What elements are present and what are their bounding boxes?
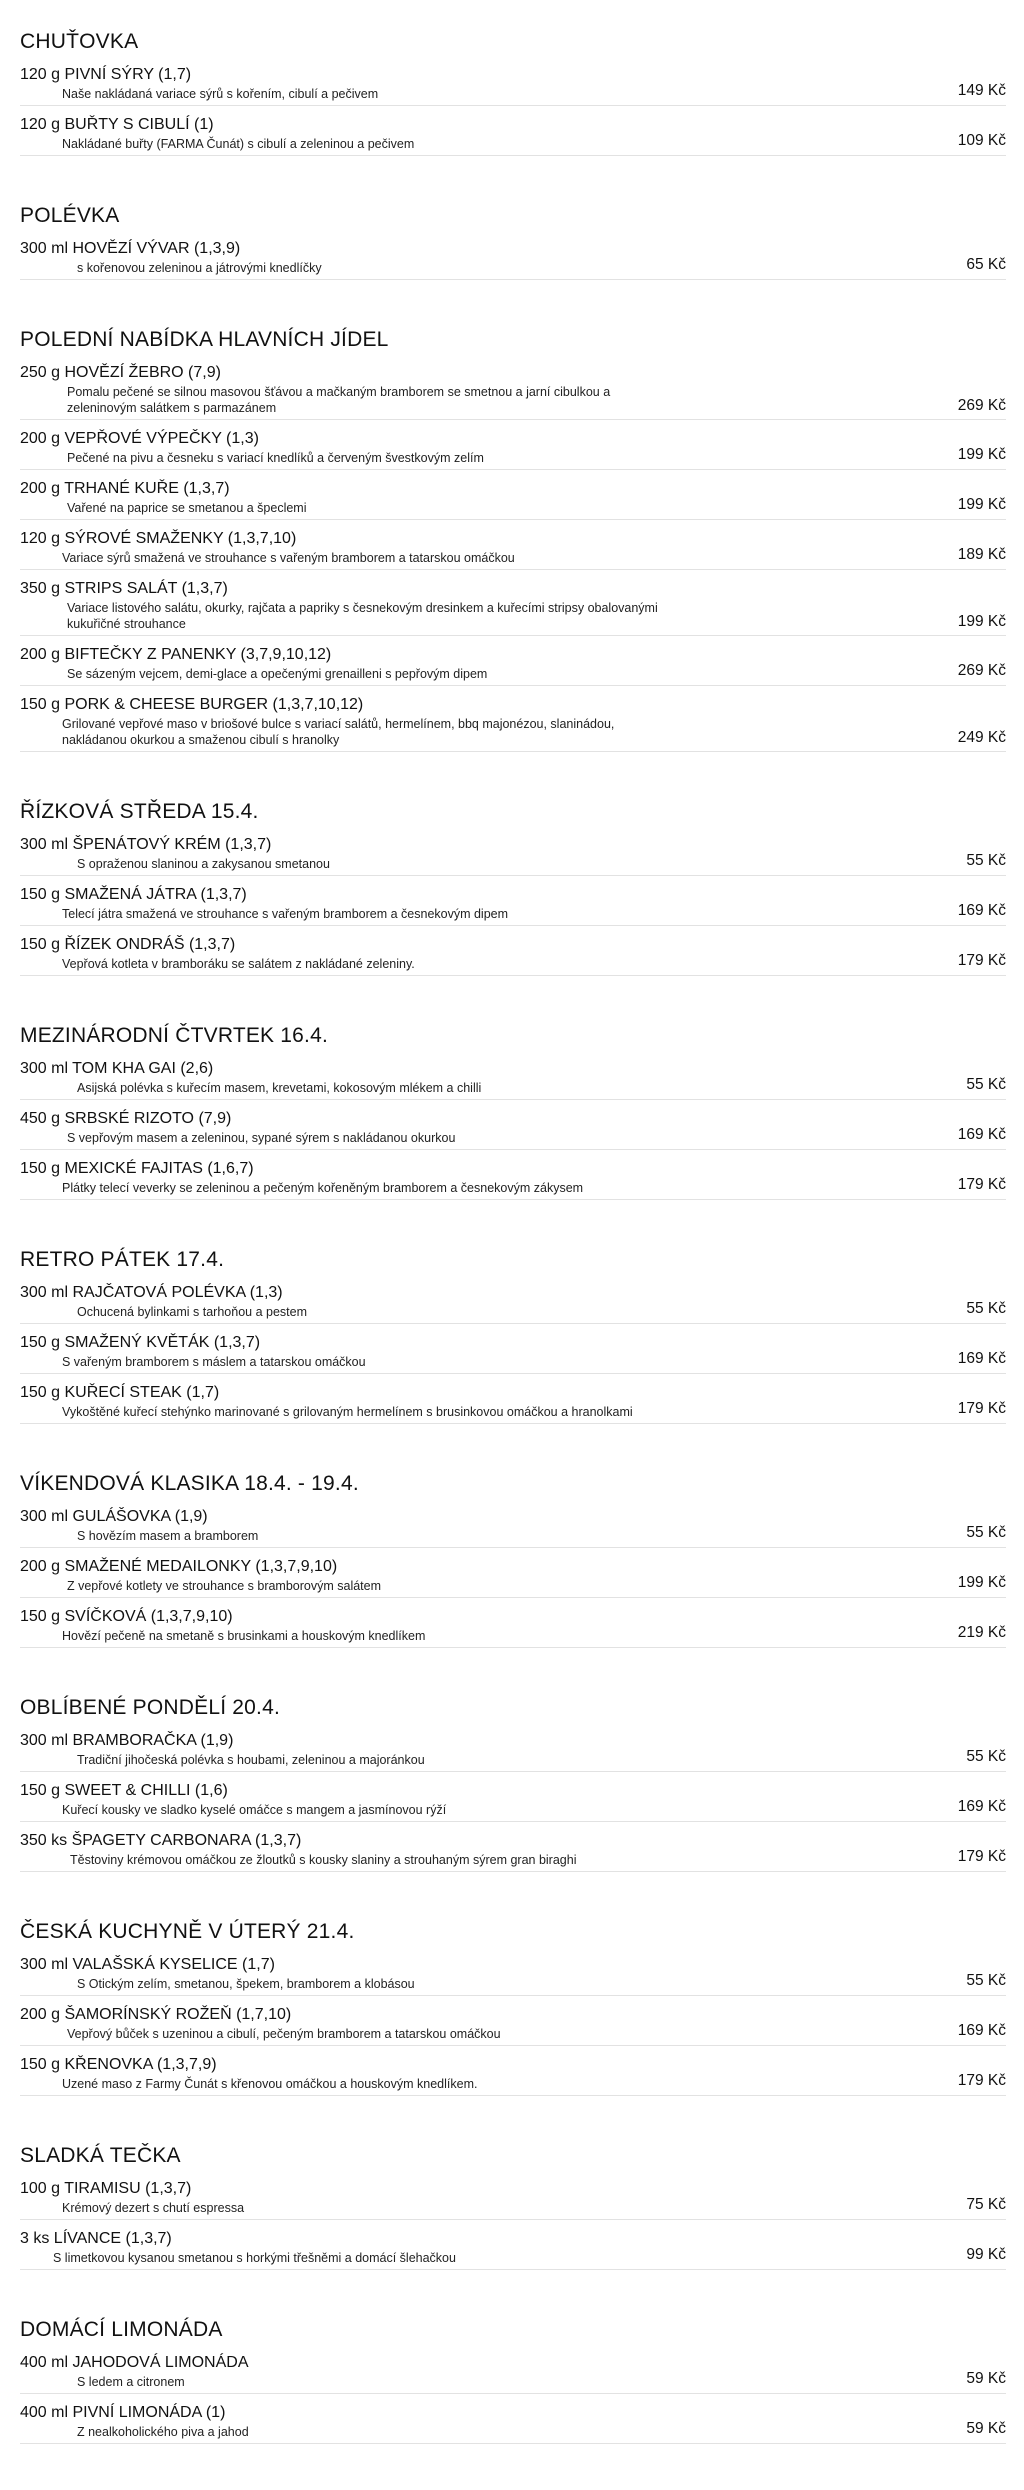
menu-section xyxy=(20,798,1006,976)
item-description: Asijská polévka s kuřecím masem, krevetami, kokosovým mlékem a chilli xyxy=(77,1081,482,1095)
menu-section xyxy=(20,28,1006,156)
item-name: 400 ml JAHODOVÁ LIMONÁDA xyxy=(20,2354,249,2371)
section-title: POLÉVKA xyxy=(20,204,120,227)
menu-section xyxy=(20,2142,1006,2270)
menu-item xyxy=(20,834,1006,876)
item-description: Grilované vepřové maso v briošové bulce s variací salátů, hermelínem, bbq majonézou, slaninádou, nakládanou okurkou a smaženou cibulí s hranolky xyxy=(62,717,615,747)
item-name: 150 g KUŘECÍ STEAK (1,7) xyxy=(20,1384,220,1401)
menu-item xyxy=(20,644,1006,686)
item-price: 55 Kč xyxy=(966,1076,1006,1093)
item-description: S hovězím masem a bramborem xyxy=(77,1529,259,1543)
item-description: Vařené na paprice se smetanou a špeclemi xyxy=(67,501,307,515)
item-name: 150 g SMAŽENÁ JÁTRA (1,3,7) xyxy=(20,886,247,903)
item-price: 149 Kč xyxy=(957,82,1006,99)
item-price: 55 Kč xyxy=(966,852,1006,869)
section-title: ČESKÁ KUCHYNĚ V ÚTERÝ 21.4. xyxy=(20,1920,355,1943)
menu-item xyxy=(20,1830,1006,1872)
menu-item xyxy=(20,2004,1006,2046)
menu-item xyxy=(20,934,1006,976)
item-price: 59 Kč xyxy=(966,2370,1006,2387)
item-name: 250 g HOVĚZÍ ŽEBRO (7,9) xyxy=(20,364,221,381)
menu-item xyxy=(20,1108,1006,1150)
item-description: Z vepřové kotlety ve strouhance s bramborovým salátem xyxy=(67,1579,382,1593)
item-name: 150 g SWEET & CHILLI (1,6) xyxy=(20,1782,228,1799)
item-name: 120 g SÝROVÉ SMAŽENKY (1,3,7,10) xyxy=(20,530,297,547)
item-name: 150 g SVÍČKOVÁ (1,3,7,9,10) xyxy=(20,1608,233,1625)
menu-item xyxy=(20,528,1006,570)
item-price: 249 Kč xyxy=(957,729,1006,746)
menu-item xyxy=(20,694,1006,752)
item-description: Tradiční jihočeská polévka s houbami, zeleninou a majoránkou xyxy=(77,1753,425,1767)
item-name: 150 g MEXICKÉ FAJITAS (1,6,7) xyxy=(20,1160,254,1177)
section-title: CHUŤOVKA xyxy=(20,30,139,53)
item-name: 350 g STRIPS SALÁT (1,3,7) xyxy=(20,580,228,597)
menu-item xyxy=(20,478,1006,520)
item-name: 100 g TIRAMISU (1,3,7) xyxy=(20,2180,192,2197)
item-price: 179 Kč xyxy=(957,1176,1006,1193)
item-name: 150 g KŘENOVKA (1,3,7,9) xyxy=(20,2056,217,2073)
section-title: VÍKENDOVÁ KLASIKA 18.4. - 19.4. xyxy=(20,1472,359,1495)
item-description: Vepřová kotleta v bramboráku se salátem z nakládané zeleniny. xyxy=(62,957,415,971)
menu xyxy=(20,28,1006,2444)
item-description: Vykoštěné kuřecí stehýnko marinované s grilovaným hermelínem s brusinkovou omáčkou a hranolkami xyxy=(62,1405,633,1419)
menu-item xyxy=(20,2228,1006,2270)
item-price: 169 Kč xyxy=(957,902,1006,919)
item-name: 150 g SMAŽENÝ KVĚTÁK (1,3,7) xyxy=(20,1334,261,1351)
item-name: 300 ml ŠPENÁTOVÝ KRÉM (1,3,7) xyxy=(20,836,272,853)
item-name: 300 ml VALAŠSKÁ KYSELICE (1,7) xyxy=(20,1956,275,1973)
menu-item xyxy=(20,1954,1006,1996)
item-price: 55 Kč xyxy=(966,1748,1006,1765)
item-price: 199 Kč xyxy=(957,613,1006,630)
menu-section xyxy=(20,1470,1006,1648)
menu-section xyxy=(20,1022,1006,1200)
menu-item xyxy=(20,1606,1006,1648)
item-description: Pečené na pivu a česneku s variací knedlíků a červeným švestkovým zelím xyxy=(67,451,484,465)
menu-item xyxy=(20,238,1006,280)
item-description: s kořenovou zeleninou a játrovými knedlíčky xyxy=(77,261,322,275)
menu-item xyxy=(20,2178,1006,2220)
item-name: 200 g ŠAMORÍNSKÝ ROŽEŇ (1,7,10) xyxy=(20,2006,292,2023)
item-name: 450 g SRBSKÉ RIZOTO (7,9) xyxy=(20,1110,232,1127)
menu-item xyxy=(20,2352,1006,2394)
item-description: Z nealkoholického piva a jahod xyxy=(77,2425,249,2439)
item-description: Pomalu pečené se silnou masovou šťávou a mačkaným bramborem se smetnou a jarní cibulkou a zeleninovým salátkem s parmazánem xyxy=(67,385,611,415)
item-price: 219 Kč xyxy=(957,1624,1006,1641)
item-name: 120 g BUŘTY S CIBULÍ (1) xyxy=(20,116,214,133)
item-name: 300 ml GULÁŠOVKA (1,9) xyxy=(20,1508,208,1525)
item-name: 200 g VEPŘOVÉ VÝPEČKY (1,3) xyxy=(20,430,259,447)
section-title: DOMÁCÍ LIMONÁDA xyxy=(20,2318,223,2341)
menu-item xyxy=(20,1506,1006,1548)
item-price: 59 Kč xyxy=(966,2420,1006,2437)
item-description: Nakládané buřty (FARMA Čunát) s cibulí a zeleninou a pečivem xyxy=(62,137,415,151)
menu-item xyxy=(20,114,1006,156)
item-description: Těstoviny krémovou omáčkou ze žloutků s kousky slaniny a strouhaným sýrem gran biraghi xyxy=(70,1853,577,1867)
menu-item xyxy=(20,1556,1006,1598)
item-name: 300 ml TOM KHA GAI (2,6) xyxy=(20,1060,214,1077)
item-description: Variace sýrů smažená ve strouhance s vařeným bramborem a tatarskou omáčkou xyxy=(62,551,515,565)
item-description: Hovězí pečeně na smetaně s brusinkami a houskovým knedlíkem xyxy=(62,1629,426,1643)
section-title: ŘÍZKOVÁ STŘEDA 15.4. xyxy=(20,800,259,823)
item-price: 169 Kč xyxy=(957,2022,1006,2039)
item-description: Krémový dezert s chutí espressa xyxy=(62,2201,245,2215)
item-price: 55 Kč xyxy=(966,1972,1006,1989)
item-description: Telecí játra smažená ve strouhance s vařeným bramborem a česnekovým dipem xyxy=(62,907,509,921)
menu-section xyxy=(20,1918,1006,2096)
item-description: Vepřový bůček s uzeninou a cibulí, pečeným bramborem a tatarskou omáčkou xyxy=(67,2027,501,2041)
menu-section xyxy=(20,1694,1006,1872)
item-price: 189 Kč xyxy=(957,546,1006,563)
item-price: 179 Kč xyxy=(957,952,1006,969)
menu-item xyxy=(20,428,1006,470)
item-name: 3 ks LÍVANCE (1,3,7) xyxy=(20,2230,172,2247)
item-price: 179 Kč xyxy=(957,1400,1006,1417)
item-name: 120 g PIVNÍ SÝRY (1,7) xyxy=(20,66,192,83)
item-price: 169 Kč xyxy=(957,1350,1006,1367)
item-price: 169 Kč xyxy=(957,1126,1006,1143)
item-price: 199 Kč xyxy=(957,446,1006,463)
item-price: 109 Kč xyxy=(957,132,1006,149)
menu-item xyxy=(20,1282,1006,1324)
item-name: 300 ml RAJČATOVÁ POLÉVKA (1,3) xyxy=(20,1284,283,1301)
item-description: S vepřovým masem a zeleninou, sypané sýrem s nakládanou okurkou xyxy=(67,1131,456,1145)
menu-item xyxy=(20,578,1006,636)
menu-section xyxy=(20,326,1006,752)
item-name: 350 ks ŠPAGETY CARBONARA (1,3,7) xyxy=(20,1832,302,1849)
menu-item xyxy=(20,2402,1006,2444)
item-description: S limetkovou kysanou smetanou s horkými třešněmi a domácí šlehačkou xyxy=(53,2251,456,2265)
item-name: 200 g TRHANÉ KUŘE (1,3,7) xyxy=(20,480,230,497)
menu-item xyxy=(20,2054,1006,2096)
menu-item xyxy=(20,1780,1006,1822)
item-price: 269 Kč xyxy=(957,662,1006,679)
item-name: 300 ml BRAMBORAČKA (1,9) xyxy=(20,1732,234,1749)
item-price: 75 Kč xyxy=(966,2196,1006,2213)
item-description: Variace listového salátu, okurky, rajčata a papriky s česnekovým dresinkem a kuřecími stripsy obalovanými kukuřičné strouhance xyxy=(67,601,658,631)
item-price: 55 Kč xyxy=(966,1300,1006,1317)
menu-item xyxy=(20,64,1006,106)
section-title: POLEDNÍ NABÍDKA HLAVNÍCH JÍDEL xyxy=(20,328,389,351)
section-title: MEZINÁRODNÍ ČTVRTEK 16.4. xyxy=(20,1024,329,1047)
item-price: 179 Kč xyxy=(957,1848,1006,1865)
item-price: 269 Kč xyxy=(957,397,1006,414)
item-name: 150 g ŘÍZEK ONDRÁŠ (1,3,7) xyxy=(20,936,236,953)
item-description: Kuřecí kousky ve sladko kyselé omáčce s mangem a jasmínovou rýží xyxy=(62,1803,447,1817)
item-description: Naše nakládaná variace sýrů s kořením, cibulí a pečivem xyxy=(62,87,379,101)
item-price: 65 Kč xyxy=(966,256,1006,273)
section-title: OBLÍBENÉ PONDĚLÍ 20.4. xyxy=(20,1696,281,1719)
item-price: 199 Kč xyxy=(957,1574,1006,1591)
menu-item xyxy=(20,1158,1006,1200)
item-price: 169 Kč xyxy=(957,1798,1006,1815)
item-price: 179 Kč xyxy=(957,2072,1006,2089)
item-name: 150 g PORK & CHEESE BURGER (1,3,7,10,12) xyxy=(20,696,364,713)
item-price: 55 Kč xyxy=(966,1524,1006,1541)
menu-section xyxy=(20,1246,1006,1424)
item-description: Se sázeným vejcem, demi-glace a opečenými grenailleni s pepřovým dipem xyxy=(67,667,488,681)
section-title: RETRO PÁTEK 17.4. xyxy=(20,1248,225,1271)
item-description: S opraženou slaninou a zakysanou smetanou xyxy=(77,857,330,871)
menu-item xyxy=(20,1730,1006,1772)
item-description: Uzené maso z Farmy Čunát s křenovou omáčkou a houskovým knedlíkem. xyxy=(62,2077,478,2091)
item-name: 200 g SMAŽENÉ MEDAILONKY (1,3,7,9,10) xyxy=(20,1558,338,1575)
item-description: S Otickým zelím, smetanou, špekem, bramborem a klobásou xyxy=(77,1977,415,1991)
item-price: 99 Kč xyxy=(966,2246,1006,2263)
item-description: S ledem a citronem xyxy=(77,2375,185,2389)
menu-item xyxy=(20,1332,1006,1374)
menu-item xyxy=(20,1058,1006,1100)
menu-item xyxy=(20,884,1006,926)
item-description: S vařeným bramborem s máslem a tatarskou omáčkou xyxy=(62,1355,366,1369)
menu-section xyxy=(20,2316,1006,2444)
item-name: 200 g BIFTEČKY Z PANENKY (3,7,9,10,12) xyxy=(20,646,332,663)
menu-section xyxy=(20,202,1006,280)
item-name: 400 ml PIVNÍ LIMONÁDA (1) xyxy=(20,2404,226,2421)
item-description: Plátky telecí veverky se zeleninou a pečeným kořeněným bramborem a česnekovým zákysem xyxy=(62,1181,584,1195)
menu-item xyxy=(20,362,1006,420)
section-title: SLADKÁ TEČKA xyxy=(20,2144,181,2167)
item-description: Ochucená bylinkami s tarhoňou a pestem xyxy=(77,1305,307,1319)
item-name: 300 ml HOVĚZÍ VÝVAR (1,3,9) xyxy=(20,240,241,257)
item-price: 199 Kč xyxy=(957,496,1006,513)
menu-item xyxy=(20,1382,1006,1424)
